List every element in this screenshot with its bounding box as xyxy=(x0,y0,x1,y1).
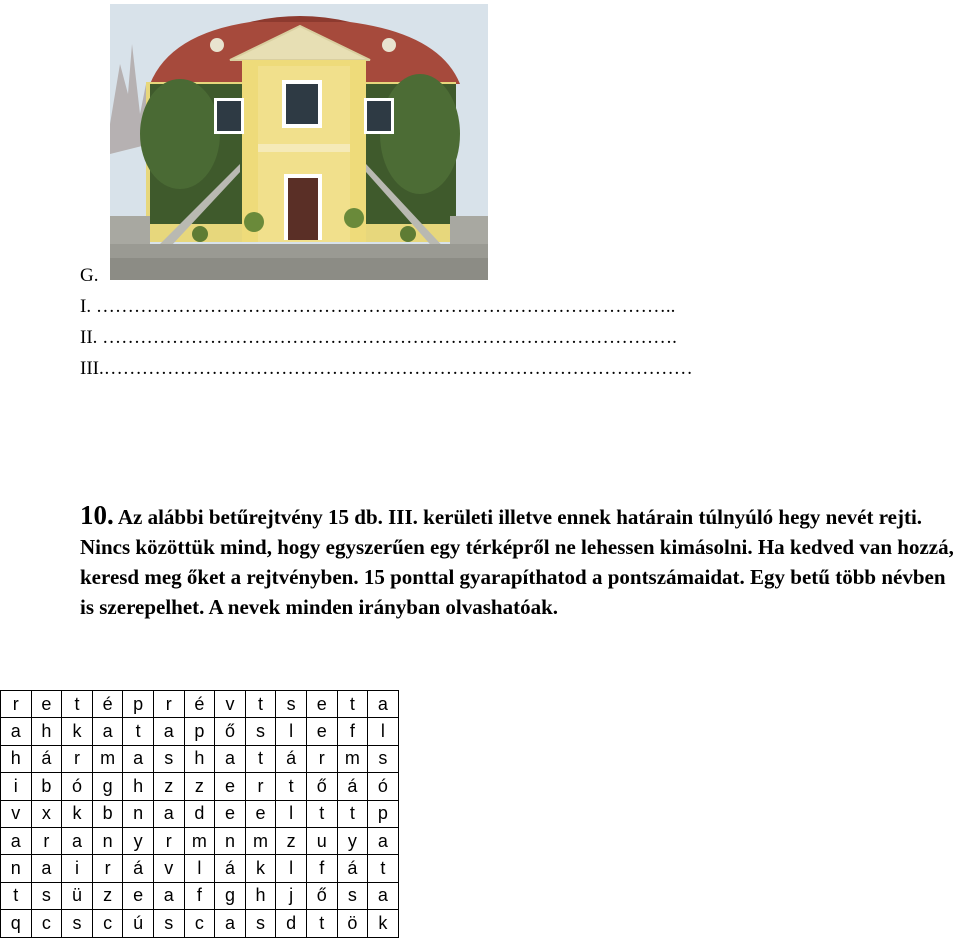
grid-row xyxy=(1,800,399,827)
building-photo xyxy=(110,4,488,280)
grid-cell[interactable]: a xyxy=(1,718,32,745)
grid-cell[interactable]: y xyxy=(123,827,154,854)
answer-dots-1: ……………………………………………………………………………….. xyxy=(95,296,676,317)
grid-cell[interactable]: k xyxy=(62,718,93,745)
grid-cell[interactable]: h xyxy=(1,745,32,772)
grid-cell[interactable]: t xyxy=(306,800,337,827)
answer-dots-2: ………………………………………………………………………………. xyxy=(102,327,677,348)
grid-cell[interactable]: t xyxy=(245,691,276,718)
grid-cell[interactable]: e xyxy=(31,691,62,718)
task-number: 10. xyxy=(80,500,114,530)
answer-dots-3: ………………………………………………………………………………… xyxy=(103,358,693,379)
grid-cell[interactable]: b xyxy=(31,773,62,800)
grid-cell[interactable]: t xyxy=(306,910,337,937)
grid-cell[interactable]: i xyxy=(62,855,93,882)
grid-cell[interactable]: e xyxy=(245,800,276,827)
grid-cell[interactable]: a xyxy=(153,718,184,745)
grid-cell[interactable]: e xyxy=(306,718,337,745)
grid-cell[interactable]: l xyxy=(368,718,399,745)
grid-cell[interactable]: k xyxy=(62,800,93,827)
grid-cell[interactable]: p xyxy=(184,718,215,745)
grid-cell[interactable]: b xyxy=(92,800,123,827)
grid-cell[interactable]: y xyxy=(337,827,368,854)
grid-cell[interactable]: é xyxy=(92,691,123,718)
grid-cell[interactable]: x xyxy=(31,800,62,827)
grid-cell[interactable]: e xyxy=(215,800,246,827)
task-text: Az alábbi betűrejtvény 15 db. III. kerületi illetve ennek határain túlnyúló hegy nevét rejti. Nincs közöttük mind, hogy egyszerűen egy térképről ne lehessen kimásolni. Ha kedved van hozzá, keresd meg őket a rejtvényben. 15 ponttal gyarapíthatod a pontszámaidat. Egy betű több névben is szerepelhet. A nevek minden irányban olvashatóak. xyxy=(80,505,954,619)
grid-cell[interactable]: t xyxy=(337,691,368,718)
grid-cell[interactable]: n xyxy=(215,827,246,854)
grid-cell[interactable]: a xyxy=(62,827,93,854)
grid-cell[interactable]: ő xyxy=(215,718,246,745)
grid-cell[interactable]: á xyxy=(337,855,368,882)
grid-cell[interactable]: h xyxy=(123,773,154,800)
task-paragraph xyxy=(80,500,960,622)
grid-row xyxy=(1,718,399,745)
grid-row xyxy=(1,691,399,718)
grid-cell[interactable]: n xyxy=(1,855,32,882)
grid-cell[interactable]: f xyxy=(184,882,215,909)
grid-cell[interactable]: a xyxy=(215,745,246,772)
grid-cell[interactable]: d xyxy=(276,910,307,937)
grid-cell[interactable]: s xyxy=(62,910,93,937)
grid-cell[interactable]: ü xyxy=(62,882,93,909)
grid-cell[interactable]: r xyxy=(153,827,184,854)
grid-cell[interactable]: t xyxy=(1,882,32,909)
answer-label-1: I. xyxy=(80,296,92,317)
grid-cell[interactable]: t xyxy=(337,800,368,827)
grid-cell[interactable]: p xyxy=(123,691,154,718)
grid-cell[interactable]: v xyxy=(153,855,184,882)
grid-cell[interactable]: m xyxy=(337,745,368,772)
grid-cell[interactable]: é xyxy=(184,691,215,718)
grid-cell[interactable]: a xyxy=(368,691,399,718)
grid-cell[interactable]: v xyxy=(215,691,246,718)
grid-cell[interactable]: a xyxy=(368,827,399,854)
grid-cell[interactable]: e xyxy=(306,691,337,718)
word-search-grid xyxy=(0,690,399,938)
grid-cell[interactable]: a xyxy=(215,910,246,937)
grid-cell[interactable]: a xyxy=(153,800,184,827)
grid-cell[interactable]: r xyxy=(306,745,337,772)
grid-cell[interactable]: c xyxy=(184,910,215,937)
grid-cell[interactable]: s xyxy=(153,745,184,772)
grid-cell[interactable]: s xyxy=(153,910,184,937)
grid-cell[interactable]: á xyxy=(337,773,368,800)
grid-cell[interactable]: á xyxy=(123,855,154,882)
grid-cell[interactable]: n xyxy=(92,827,123,854)
answer-line-1 xyxy=(80,291,693,322)
grid-cell[interactable]: ő xyxy=(306,882,337,909)
grid-cell[interactable]: a xyxy=(123,745,154,772)
grid-row xyxy=(1,827,399,854)
grid-row xyxy=(1,910,399,937)
grid-cell[interactable]: ő xyxy=(306,773,337,800)
grid-cell[interactable]: c xyxy=(31,910,62,937)
grid-cell[interactable]: q xyxy=(1,910,32,937)
grid-cell[interactable]: g xyxy=(215,882,246,909)
grid-cell[interactable]: m xyxy=(92,745,123,772)
grid-cell[interactable]: c xyxy=(92,910,123,937)
answer-line-g xyxy=(80,260,693,291)
grid-cell[interactable]: r xyxy=(62,745,93,772)
grid-cell[interactable]: r xyxy=(31,827,62,854)
grid-cell[interactable]: t xyxy=(245,745,276,772)
grid-cell[interactable]: a xyxy=(92,718,123,745)
grid-cell[interactable]: á xyxy=(215,855,246,882)
answer-label-g: G. xyxy=(80,265,99,286)
word-search-body xyxy=(1,691,399,938)
grid-cell[interactable]: f xyxy=(306,855,337,882)
grid-cell[interactable]: t xyxy=(368,855,399,882)
grid-cell[interactable]: l xyxy=(276,718,307,745)
grid-cell[interactable]: s xyxy=(276,691,307,718)
grid-cell[interactable]: á xyxy=(276,745,307,772)
grid-cell[interactable]: ó xyxy=(62,773,93,800)
grid-cell[interactable]: r xyxy=(245,773,276,800)
grid-cell[interactable]: k xyxy=(245,855,276,882)
grid-cell[interactable]: l xyxy=(276,855,307,882)
grid-cell[interactable]: ö xyxy=(337,910,368,937)
grid-cell[interactable]: r xyxy=(153,691,184,718)
grid-cell[interactable]: t xyxy=(276,773,307,800)
grid-cell[interactable]: j xyxy=(276,882,307,909)
answer-label-3: III. xyxy=(80,358,104,379)
grid-cell[interactable]: z xyxy=(153,773,184,800)
grid-cell[interactable]: s xyxy=(31,882,62,909)
grid-cell[interactable]: a xyxy=(368,882,399,909)
grid-cell[interactable]: h xyxy=(245,882,276,909)
grid-cell[interactable]: e xyxy=(215,773,246,800)
grid-cell[interactable]: d xyxy=(184,800,215,827)
grid-cell[interactable]: t xyxy=(123,718,154,745)
answer-label-2: II. xyxy=(80,327,98,348)
grid-cell[interactable]: z xyxy=(92,882,123,909)
grid-cell[interactable]: p xyxy=(368,800,399,827)
answer-line-3 xyxy=(80,353,693,384)
grid-row xyxy=(1,855,399,882)
answer-line-2 xyxy=(80,322,693,353)
grid-cell[interactable]: h xyxy=(31,718,62,745)
grid-row xyxy=(1,745,399,772)
grid-cell[interactable]: a xyxy=(31,855,62,882)
grid-cell[interactable]: h xyxy=(184,745,215,772)
grid-cell[interactable]: a xyxy=(153,882,184,909)
grid-cell[interactable]: r xyxy=(92,855,123,882)
grid-cell[interactable]: v xyxy=(1,800,32,827)
grid-cell[interactable]: k xyxy=(368,910,399,937)
grid-cell[interactable]: t xyxy=(62,691,93,718)
grid-cell[interactable]: s xyxy=(368,745,399,772)
grid-cell[interactable]: r xyxy=(1,691,32,718)
grid-cell[interactable]: s xyxy=(245,910,276,937)
grid-cell[interactable]: e xyxy=(123,882,154,909)
grid-cell[interactable]: á xyxy=(31,745,62,772)
grid-cell[interactable]: ú xyxy=(123,910,154,937)
grid-cell[interactable]: f xyxy=(337,718,368,745)
answer-lines xyxy=(80,260,693,384)
grid-cell[interactable]: a xyxy=(1,827,32,854)
grid-cell[interactable]: s xyxy=(245,718,276,745)
grid-cell[interactable]: z xyxy=(184,773,215,800)
grid-cell[interactable]: s xyxy=(337,882,368,909)
grid-cell[interactable]: z xyxy=(276,827,307,854)
grid-cell[interactable]: m xyxy=(184,827,215,854)
grid-cell[interactable]: l xyxy=(184,855,215,882)
grid-cell[interactable]: m xyxy=(245,827,276,854)
grid-cell[interactable]: g xyxy=(92,773,123,800)
grid-row xyxy=(1,773,399,800)
grid-cell[interactable]: u xyxy=(306,827,337,854)
grid-cell[interactable]: n xyxy=(123,800,154,827)
grid-row xyxy=(1,882,399,909)
grid-cell[interactable]: ó xyxy=(368,773,399,800)
grid-cell[interactable]: i xyxy=(1,773,32,800)
grid-cell[interactable]: l xyxy=(276,800,307,827)
